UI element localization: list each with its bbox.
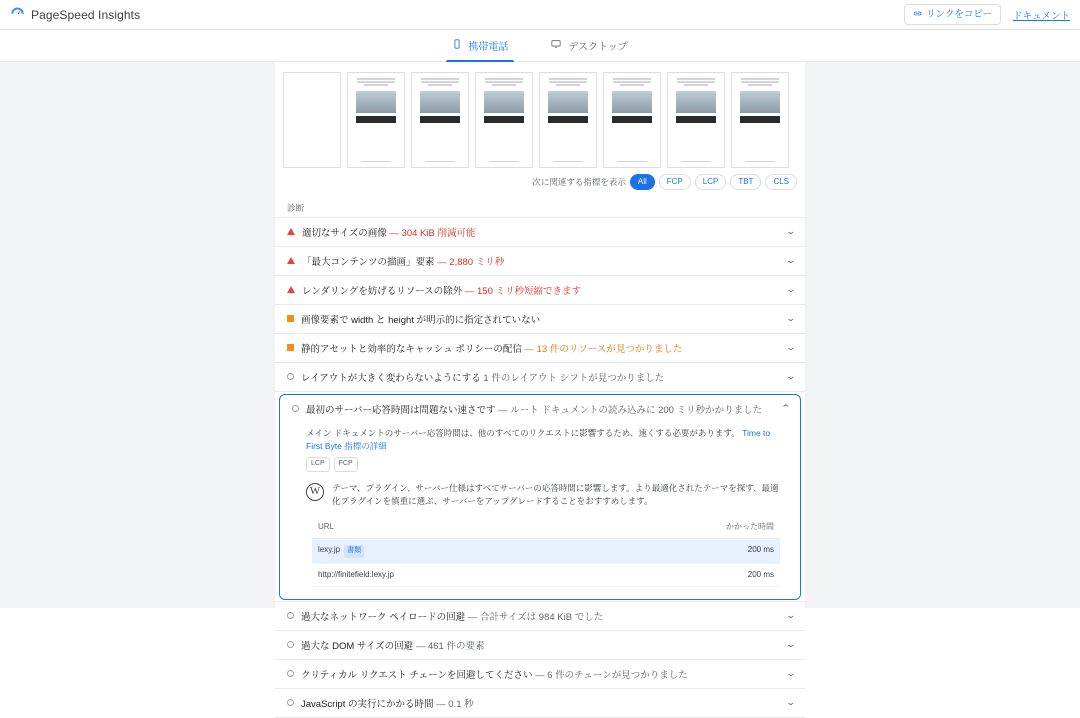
- tab-desktop[interactable]: [544, 30, 633, 62]
- audit-row[interactable]: [275, 688, 805, 718]
- audit-row[interactable]: [275, 659, 805, 689]
- circle-pass-icon: [287, 641, 294, 648]
- audit-metric: — 6 件のチェーンが見つかりました: [535, 669, 688, 681]
- circle-pass-icon: [292, 405, 299, 412]
- doc-tag: 書類: [344, 545, 364, 558]
- audit-header[interactable]: [275, 305, 805, 333]
- filter-chip-lcp[interactable]: LCP: [695, 174, 727, 190]
- audit-title: 適切なサイズの画像: [302, 227, 387, 239]
- column-url: URL: [312, 517, 590, 538]
- docs-link[interactable]: ドキュメント: [1012, 10, 1070, 22]
- audit-header[interactable]: [275, 660, 805, 688]
- app-title: PageSpeed Insights: [31, 7, 141, 22]
- circle-pass-icon: [287, 699, 294, 706]
- diagnostics-heading: 診断: [287, 202, 305, 213]
- audit-title: 過大なネットワーク ペイロードの回避: [301, 611, 466, 623]
- filmstrip-frame: [731, 72, 789, 168]
- audit-row[interactable]: [275, 217, 805, 247]
- filmstrip-frame: [475, 72, 533, 168]
- audit-title: JavaScript の実行にかかる時間: [301, 698, 434, 710]
- audit-row[interactable]: [275, 362, 805, 392]
- audit-details: [280, 423, 800, 599]
- chevron-down-icon[interactable]: ⌄: [785, 284, 797, 295]
- table-header-row: [312, 517, 780, 538]
- metric-filter-label: 次に関連する指標を表示: [532, 176, 626, 187]
- filmstrip-frame: [411, 72, 469, 168]
- audit-header[interactable]: [275, 689, 805, 717]
- audit-row[interactable]: [275, 630, 805, 660]
- circle-pass-icon: [287, 612, 294, 619]
- circle-pass-icon: [287, 670, 294, 677]
- audit-header[interactable]: [275, 602, 805, 630]
- filmstrip: [275, 62, 805, 172]
- brand: [10, 5, 140, 25]
- triangle-warning-icon: [287, 228, 295, 235]
- circle-pass-icon: [287, 373, 294, 380]
- audit-title: 静的アセットと効率的なキャッシュ ポリシーの配信: [301, 343, 522, 355]
- tab-mobile-label: 携帯電話: [468, 42, 509, 53]
- chevron-down-icon[interactable]: ⌄: [785, 313, 797, 324]
- cell-url: http://finitefield.lexy.jp: [312, 563, 590, 586]
- audit-metric: — 150 ミリ秒短縮できます: [464, 285, 581, 297]
- audit-header[interactable]: [275, 247, 805, 275]
- url-text: lexy.jp: [318, 544, 341, 554]
- metric-filter-row: [275, 172, 805, 196]
- pagespeed-logo-icon: [10, 5, 25, 25]
- wordpress-note-text: テーマ、プラグイン、サーバー仕様はすべてサーバーの応答時間に影響します。より最適化されたテーマを探す、最適化プラグインを慎重に選ぶ、サーバーをアップグレードすることをおすすめします。: [332, 482, 779, 506]
- audit-metric: — 13 件のリソースが見つかりました: [524, 343, 683, 355]
- badge-fcp: FCP: [334, 457, 358, 472]
- audit-metric: — ルート ドキュメントの読み込みに 200 ミリ秒かかりました: [498, 404, 763, 416]
- copy-link-button[interactable]: [904, 4, 1001, 26]
- desktop-icon: [550, 39, 562, 52]
- link-icon: [913, 9, 922, 21]
- audit-header[interactable]: [275, 631, 805, 659]
- learn-more-link[interactable]: Time to First Byte 指標の詳細: [306, 427, 771, 451]
- audit-metric: — 合計サイズは 984 KiB でした: [467, 611, 604, 623]
- filter-chip-cls[interactable]: CLS: [765, 174, 797, 190]
- audit-row[interactable]: [275, 275, 805, 305]
- filmstrip-frame: [347, 72, 405, 168]
- audit-title: 「最大コンテンツの描画」要素: [302, 256, 435, 268]
- filmstrip-frame: [539, 72, 597, 168]
- column-time: かかった時間: [590, 517, 780, 538]
- audit-header[interactable]: [275, 334, 805, 362]
- filmstrip-frame: [283, 72, 341, 168]
- audit-header[interactable]: [275, 276, 805, 304]
- audit-metric: — 2,880 ミリ秒: [437, 256, 505, 268]
- audit-title: クリティカル リクエスト チェーンを回避してください: [301, 669, 533, 681]
- chevron-down-icon[interactable]: ⌄: [785, 697, 797, 708]
- audit-metric: 1 件のレイアウト シフトが見つかりました: [483, 372, 665, 384]
- audit-metric: — 304 KiB 削減可能: [389, 227, 476, 239]
- table-row: [312, 563, 780, 586]
- tab-mobile[interactable]: [446, 30, 514, 62]
- audit-row-expanded[interactable]: [279, 394, 801, 600]
- table-row: [312, 538, 780, 563]
- chevron-down-icon[interactable]: ⌄: [785, 342, 797, 353]
- audit-title: レイアウトが大きく変わらないようにする: [301, 372, 481, 384]
- chevron-down-icon[interactable]: ⌄: [785, 668, 797, 679]
- filter-chip-tbt[interactable]: TBT: [730, 174, 761, 190]
- audit-header[interactable]: [280, 395, 800, 423]
- badge-lcp: LCP: [306, 457, 330, 472]
- top-bar-actions: [904, 4, 1070, 26]
- page-body: [0, 30, 1080, 710]
- audit-title: 画像要素で width と height が明示的に指定されていない: [301, 314, 541, 326]
- audit-description: メイン ドキュメントのサーバー応答時間は、他のすべてのリクエストに影響するため、速くする必要があります。: [306, 427, 740, 438]
- chevron-up-icon[interactable]: ⌃: [780, 403, 792, 414]
- report-card: [275, 62, 805, 718]
- copy-link-label: リンクをコピー: [926, 8, 992, 20]
- chevron-down-icon[interactable]: ⌄: [785, 226, 797, 237]
- chevron-down-icon[interactable]: ⌄: [785, 639, 797, 650]
- filter-chip-all[interactable]: All: [630, 174, 655, 190]
- audit-metric: — 0.1 秒: [436, 698, 474, 710]
- cell-time: 200 ms: [590, 538, 780, 563]
- wordpress-icon: W: [306, 483, 324, 501]
- audit-title: 過大な DOM サイズの回避: [301, 640, 414, 652]
- chevron-down-icon[interactable]: ⌄: [785, 610, 797, 621]
- chevron-down-icon[interactable]: ⌄: [785, 255, 797, 266]
- triangle-warning-icon: [287, 257, 295, 264]
- audit-row[interactable]: [275, 333, 805, 363]
- audit-header[interactable]: [275, 218, 805, 246]
- audit-metric: — 461 件の要素: [415, 640, 485, 652]
- tab-desktop-label: デスクトップ: [568, 42, 628, 53]
- top-bar: [0, 0, 1080, 30]
- audit-row[interactable]: [275, 246, 805, 276]
- audit-title: レンダリングを妨げるリソースの除外: [302, 285, 463, 297]
- audit-header[interactable]: [275, 363, 805, 391]
- audit-title: 最初のサーバー応答時間は問題ない速さです: [306, 404, 496, 416]
- cell-time: 200 ms: [590, 563, 780, 586]
- cell-url: [312, 538, 590, 563]
- mobile-icon: [452, 39, 462, 52]
- triangle-warning-icon: [287, 286, 295, 293]
- filmstrip-frame: [603, 72, 661, 168]
- square-warning-icon: [287, 315, 294, 322]
- square-warning-icon: [287, 344, 294, 351]
- chevron-down-icon[interactable]: ⌄: [785, 371, 797, 382]
- filter-chip-fcp[interactable]: FCP: [659, 174, 691, 190]
- wordpress-note: [306, 482, 786, 508]
- audit-row[interactable]: [275, 304, 805, 334]
- url-table: [312, 517, 780, 587]
- filmstrip-frame: [667, 72, 725, 168]
- metric-badges: [306, 457, 786, 472]
- device-tabs: [0, 30, 1080, 62]
- audit-row[interactable]: [275, 601, 805, 631]
